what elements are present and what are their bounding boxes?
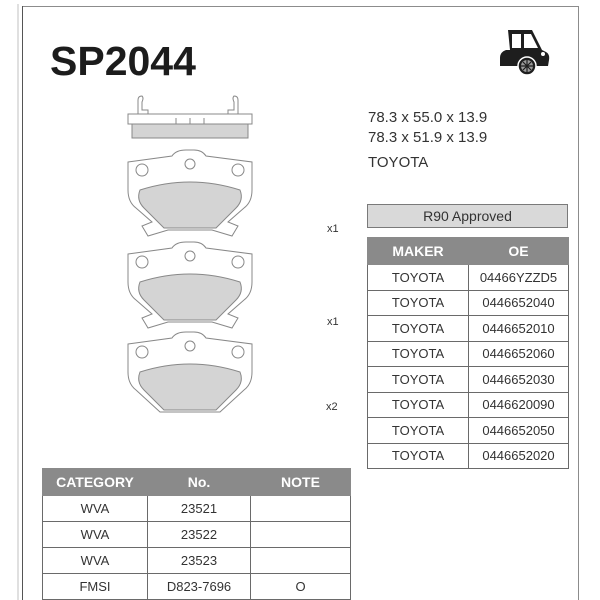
oe-cell: 0446652050 xyxy=(469,418,569,444)
oe-cell: 04466YZZD5 xyxy=(469,265,569,291)
table-row xyxy=(368,341,569,367)
table-row xyxy=(368,418,569,444)
table-row xyxy=(43,496,351,522)
dimension-1: 78.3 x 55.0 x 13.9 xyxy=(368,109,488,126)
number-cell: 23522 xyxy=(148,522,251,548)
table-row xyxy=(368,392,569,418)
frame-right-border xyxy=(578,6,579,600)
brand-label: TOYOTA xyxy=(368,154,429,171)
oe-cell: 0446652040 xyxy=(469,290,569,316)
rear-car-icon xyxy=(496,26,554,76)
maker-cell: TOYOTA xyxy=(368,392,469,418)
oe-cell: 0446652010 xyxy=(469,316,569,342)
note-cell xyxy=(251,548,351,574)
table-row xyxy=(43,548,351,574)
table-row xyxy=(368,367,569,393)
number-cell: 23523 xyxy=(148,548,251,574)
note-cell xyxy=(251,496,351,522)
oe-cell: 0446652020 xyxy=(469,443,569,469)
table-row xyxy=(368,265,569,291)
number-cell: 23521 xyxy=(148,496,251,522)
maker-cell: TOYOTA xyxy=(368,265,469,291)
category-cell: WVA xyxy=(43,548,148,574)
table-row xyxy=(43,574,351,600)
frame-left-border xyxy=(22,6,23,600)
frame-top-border xyxy=(22,6,579,7)
oe-cell: 0446652060 xyxy=(469,341,569,367)
r90-approved-badge: R90 Approved xyxy=(367,204,568,228)
brake-pad-drawing xyxy=(120,92,260,422)
note-cell xyxy=(251,522,351,548)
category-cell: FMSI xyxy=(43,574,148,600)
frame-line-faint xyxy=(17,4,19,600)
column-header-maker: MAKER xyxy=(368,238,469,265)
table-row xyxy=(368,316,569,342)
column-header-number: No. xyxy=(148,469,251,496)
column-header-note: NOTE xyxy=(251,469,351,496)
oe-table xyxy=(367,237,569,469)
quantity-label: x1 xyxy=(327,223,339,235)
category-cell: WVA xyxy=(43,522,148,548)
maker-cell: TOYOTA xyxy=(368,341,469,367)
quantity-label: x2 xyxy=(326,401,338,413)
maker-cell: TOYOTA xyxy=(368,367,469,393)
number-cell: D823-7696 xyxy=(148,574,251,600)
dimension-2: 78.3 x 51.9 x 13.9 xyxy=(368,129,488,146)
part-number-title: SP2044 xyxy=(50,38,196,84)
specs-block xyxy=(368,108,487,173)
maker-cell: TOYOTA xyxy=(368,443,469,469)
table-row xyxy=(43,522,351,548)
note-cell: O xyxy=(251,574,351,600)
column-header-oe: OE xyxy=(469,238,569,265)
column-header-category: CATEGORY xyxy=(43,469,148,496)
oe-cell: 0446620090 xyxy=(469,392,569,418)
maker-cell: TOYOTA xyxy=(368,418,469,444)
quantity-label: x1 xyxy=(327,316,339,328)
category-cell: WVA xyxy=(43,496,148,522)
table-row xyxy=(368,290,569,316)
maker-cell: TOYOTA xyxy=(368,290,469,316)
oe-cell: 0446652030 xyxy=(469,367,569,393)
maker-cell: TOYOTA xyxy=(368,316,469,342)
table-row xyxy=(368,443,569,469)
category-table xyxy=(42,468,351,600)
